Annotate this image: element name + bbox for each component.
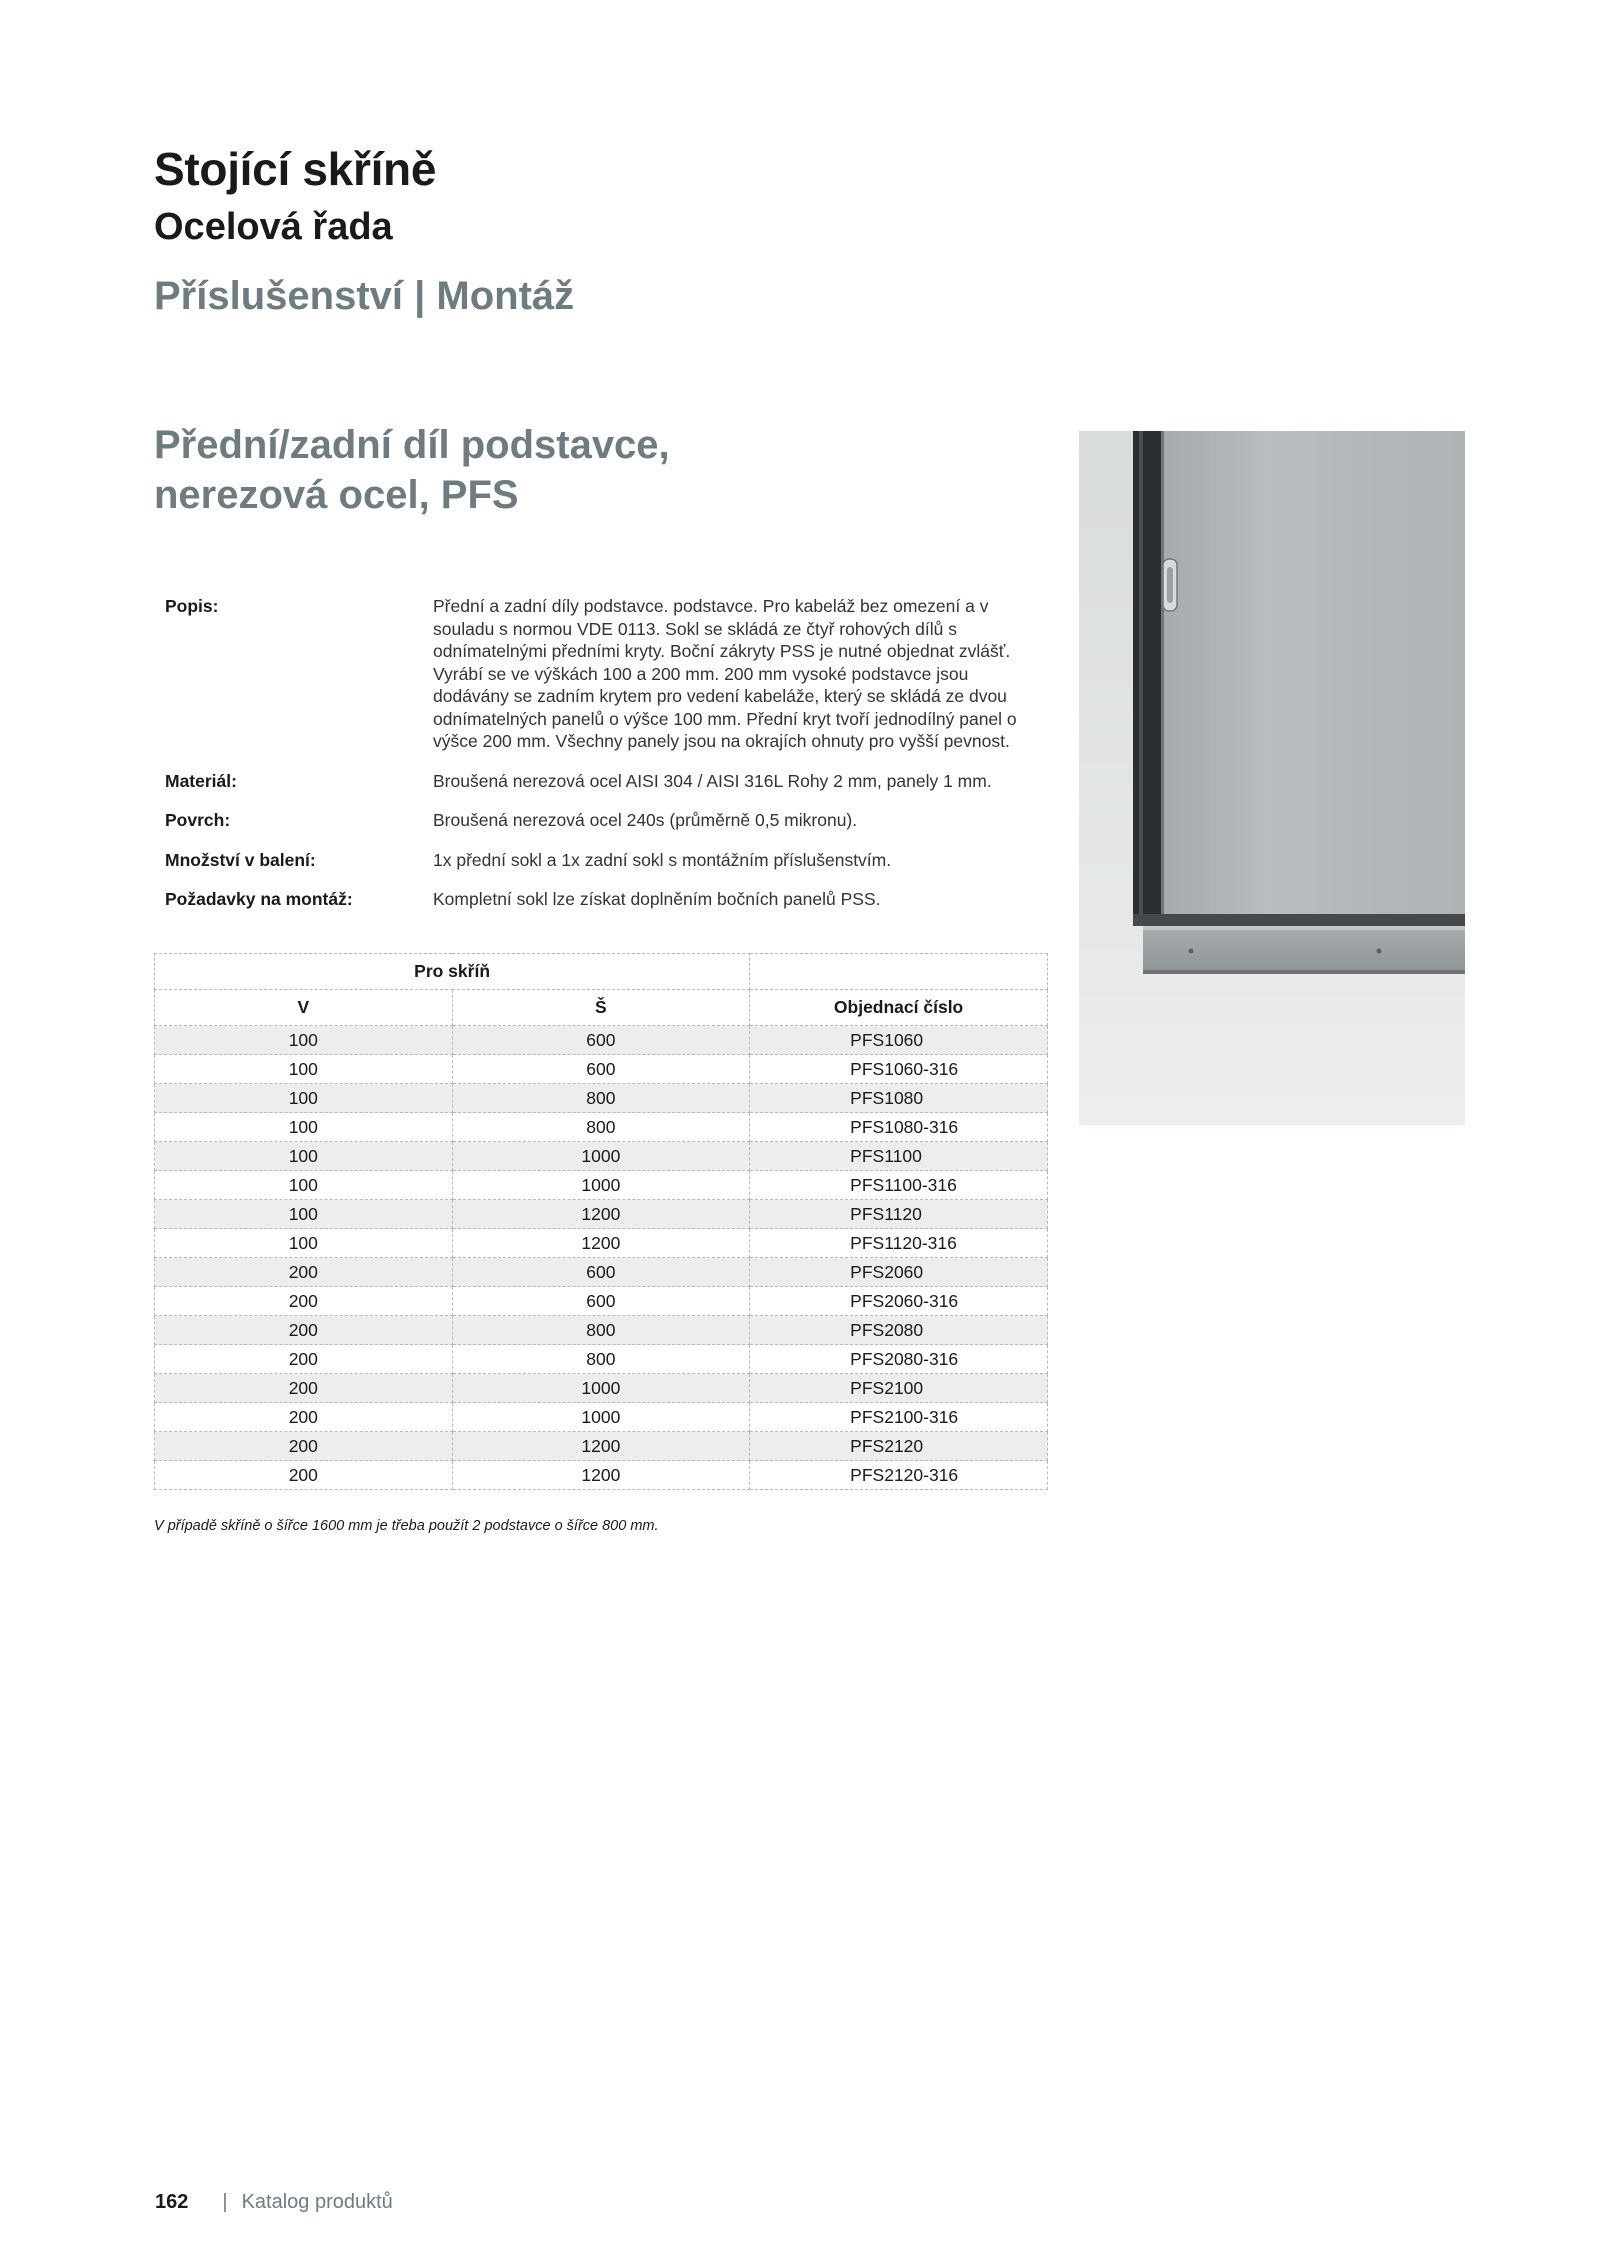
cell-width: 800 [452, 1084, 750, 1113]
cell-height: 100 [155, 1113, 453, 1142]
table-row [155, 1374, 1048, 1403]
cell-height: 200 [155, 1258, 453, 1287]
table-row [155, 1461, 1048, 1490]
cell-width: 800 [452, 1113, 750, 1142]
footer-separator: | [222, 2191, 228, 2213]
page-footer [155, 2191, 393, 2214]
cell-width: 600 [452, 1258, 750, 1287]
cell-width: 1200 [452, 1461, 750, 1490]
table-row [155, 1229, 1048, 1258]
cell-height: 100 [155, 1200, 453, 1229]
table-row [155, 1055, 1048, 1084]
cell-order-number: PFS2080-316 [750, 1345, 1048, 1374]
product-properties [165, 595, 1045, 928]
cell-order-number: PFS2120 [750, 1432, 1048, 1461]
property-value: Přední a zadní díly podstavce. podstavce. Pro kabeláž bez omezení a v souladu s normou VDE 0113. Sokl se skládá ze čtyř rohových dílů s odnímatelnými předními kryty. Boční zákryty PSS je nutné objednat zvlášť. Vyrábí se ve výškách 100 a 200 mm. 200 mm vysoké podstavce jsou dodávány se zadním krytem pro vedení kabeláže, který se skládá ze dvou odnímatelných panelů o výšce 100 mm. Přední kryt tvoří jednodílný panel o výšce 200 mm. Všechny panely jsou na okrajích ohnuty pro vyšší pevnost. [433, 596, 1017, 751]
property-surface [165, 809, 1045, 832]
cell-height: 200 [155, 1432, 453, 1461]
cell-order-number: PFS2060-316 [750, 1287, 1048, 1316]
property-value: Kompletní sokl lze získat doplněním bočních panelů PSS. [433, 889, 881, 909]
cell-height: 100 [155, 1171, 453, 1200]
table-row [155, 1258, 1048, 1287]
table-row [155, 1026, 1048, 1055]
cell-height: 200 [155, 1345, 453, 1374]
property-key: Popis: [165, 596, 219, 616]
footnote: V případě skříně o šířce 1600 mm je třeba použít 2 podstavce o šířce 800 mm. [154, 1518, 659, 1534]
table-row [155, 1316, 1048, 1345]
section-title: Příslušenství | Montáž [154, 274, 575, 318]
catalog-name: Katalog produktů [241, 2191, 393, 2213]
cell-width: 1000 [452, 1403, 750, 1432]
table-row [155, 1142, 1048, 1171]
page-title: Stojící skříně [154, 143, 437, 195]
cell-order-number: PFS1100 [750, 1142, 1048, 1171]
product-title-line-2: nerezová ocel, PFS [154, 473, 519, 517]
cell-width: 1200 [452, 1432, 750, 1461]
cell-width: 800 [452, 1345, 750, 1374]
property-key: Množství v balení: [165, 849, 316, 870]
cell-order-number: PFS1080-316 [750, 1113, 1048, 1142]
cell-width: 1200 [452, 1229, 750, 1258]
table-row [155, 1403, 1048, 1432]
table-body [155, 1026, 1048, 1490]
cell-order-number: PFS2080 [750, 1316, 1048, 1345]
property-value: Broušená nerezová ocel 240s (průměrně 0,5 mikronu). [433, 810, 858, 830]
property-description [165, 595, 1045, 753]
cell-width: 600 [452, 1026, 750, 1055]
page-subtitle: Ocelová řada [154, 206, 393, 248]
page-number: 162 [155, 2191, 189, 2213]
table-row [155, 1345, 1048, 1374]
cell-order-number: PFS1080 [750, 1084, 1048, 1113]
cell-order-number: PFS1120-316 [750, 1229, 1048, 1258]
cell-height: 100 [155, 1229, 453, 1258]
property-key: Povrch: [165, 810, 231, 830]
cabinet-illustration [1079, 431, 1465, 1125]
cell-order-number: PFS1100-316 [750, 1171, 1048, 1200]
property-material [165, 770, 1045, 793]
property-key: Požadavky na montáž: [165, 889, 353, 909]
group-header-empty [750, 954, 1048, 990]
property-value: Broušená nerezová ocel AISI 304 / AISI 316L Rohy 2 mm, panely 1 mm. [433, 770, 992, 791]
cell-height: 200 [155, 1461, 453, 1490]
table-row [155, 1432, 1048, 1461]
property-mounting [165, 888, 1045, 911]
cell-width: 1200 [452, 1200, 750, 1229]
product-title-line-1: Přední/zadní díl podstavce, [154, 423, 670, 467]
product-title [154, 420, 774, 520]
cell-height: 200 [155, 1374, 453, 1403]
column-header-width: Š [452, 990, 750, 1026]
cell-height: 100 [155, 1084, 453, 1113]
property-value: 1x přední sokl a 1x zadní sokl s montážním příslušenstvím. [433, 849, 892, 870]
cell-order-number: PFS1060 [750, 1026, 1048, 1055]
cell-order-number: PFS2120-316 [750, 1461, 1048, 1490]
column-header-height: V [155, 990, 453, 1026]
cell-width: 1000 [452, 1374, 750, 1403]
product-photo [1079, 431, 1465, 1125]
table-row [155, 1287, 1048, 1316]
cell-width: 1000 [452, 1171, 750, 1200]
cell-height: 100 [155, 1142, 453, 1171]
order-table [154, 953, 1048, 1490]
property-package-quantity [165, 849, 1045, 872]
table-row [155, 1200, 1048, 1229]
table-row [155, 1113, 1048, 1142]
cell-order-number: PFS2100-316 [750, 1403, 1048, 1432]
cell-width: 600 [452, 1287, 750, 1316]
cell-width: 800 [452, 1316, 750, 1345]
group-header: Pro skříň [155, 954, 750, 990]
cell-height: 200 [155, 1316, 453, 1345]
cell-order-number: PFS2060 [750, 1258, 1048, 1287]
cell-order-number: PFS1120 [750, 1200, 1048, 1229]
cell-width: 1000 [452, 1142, 750, 1171]
cell-height: 200 [155, 1403, 453, 1432]
cell-width: 600 [452, 1055, 750, 1084]
table-row [155, 1084, 1048, 1113]
table-row [155, 1171, 1048, 1200]
cell-height: 100 [155, 1055, 453, 1084]
cell-order-number: PFS1060-316 [750, 1055, 1048, 1084]
cell-height: 100 [155, 1026, 453, 1055]
column-header-order-number: Objednací číslo [750, 990, 1048, 1026]
cell-order-number: PFS2100 [750, 1374, 1048, 1403]
property-key: Materiál: [165, 770, 237, 791]
cell-height: 200 [155, 1287, 453, 1316]
